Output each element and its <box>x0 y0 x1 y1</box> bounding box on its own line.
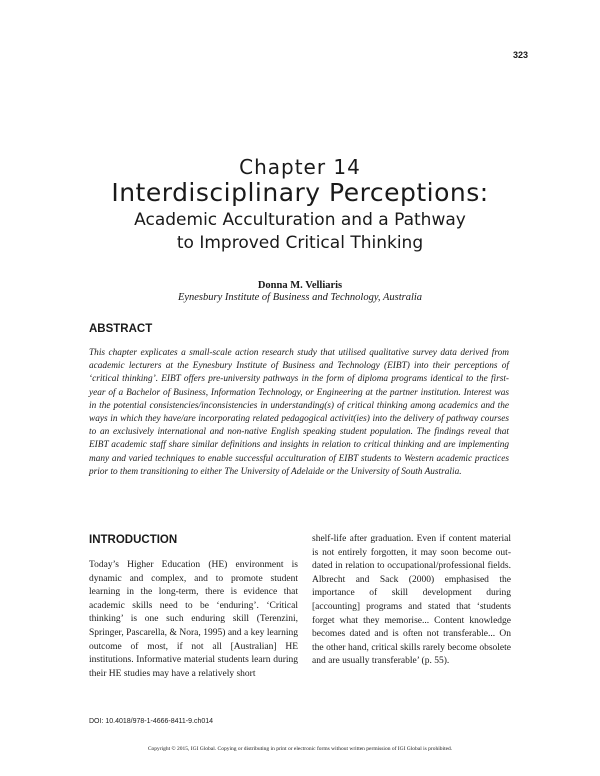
introduction-left-column: Today’s Higher Education (HE) environment is dynamic and complex, and to promote student learning in the long-term, there is evidence that academic skills need to be ‘enduring’. ‘Critical thinking’ is one such enduring skill (Terenzini, Springer, Pascarella, & Nora, 1995) and a key learning outcome of most, if not all [Australian] HE institutions. Informative material students learn during their HE studies may have a relatively short <box>89 560 298 679</box>
subtitle-line-2: to Improved Critical Thinking <box>176 233 424 253</box>
copyright-notice: Copyright © 2015, IGI Global. Copying or distributing in print or electronic forms without written permission of IGI Global is prohibited. <box>147 746 453 752</box>
chapter-subtitle <box>0 209 600 255</box>
abstract-body: This chapter explicates a small-scale action research study that utilised qualitative survey data derived from academic lecturers at the Eynesbury Institute of Business and Technology (EIBT) into their perceptions of ‘critical thinking’. EIBT offers pre-university pathways in the form of diploma programs identical to the first-year of a Bachelor of Business, Information Technology, or Engineering at the partner institution. Interest was in the potential consistencies/inconsistencies in understanding(s) of critical thinking among academics and the ways in which they have/are incorporating related pedagogical activit(ies) into the delivery of pathway courses to an exclusively international and non-native English speaking student population. The findings reveal that EIBT academic staff share similar definitions and insights in relation to critical thinking and are implementing many and varied techniques to enable successful acculturation of EIBT students to Western academic practices prior to them transitioning to either The University of Adelaide or the University of South Australia. <box>89 348 509 477</box>
abstract-heading: ABSTRACT <box>89 323 153 335</box>
chapter-label: Chapter 14 <box>239 155 361 179</box>
author-affiliation: Eynesbury Institute of Business and Technology, Australia <box>177 292 423 303</box>
subtitle-line-1: Academic Acculturation and a Pathway <box>134 210 466 230</box>
chapter-title: Interdisciplinary Perceptions: <box>111 178 489 207</box>
introduction-heading: INTRODUCTION <box>89 534 178 546</box>
doi: DOI: 10.4018/978-1-4666-8411-9.ch014 <box>89 718 214 725</box>
page-number: 323 <box>512 50 528 60</box>
introduction-right-column: shelf-life after graduation. Even if content material is not entirely forgotten, it may soon become out-dated in relation to occupational/professional fields. Albrecht and Sack (2000) emphasised the importance of skill development during [accounting] programs and stated that ‘students forget what they memorise... Content knowledge becomes dated and is often not transferable... On the other hand, critical skills rarely become obsolete and are usually transferable’ (p. 55). <box>312 534 511 667</box>
author-name: Donna M. Velliaris <box>257 280 343 291</box>
